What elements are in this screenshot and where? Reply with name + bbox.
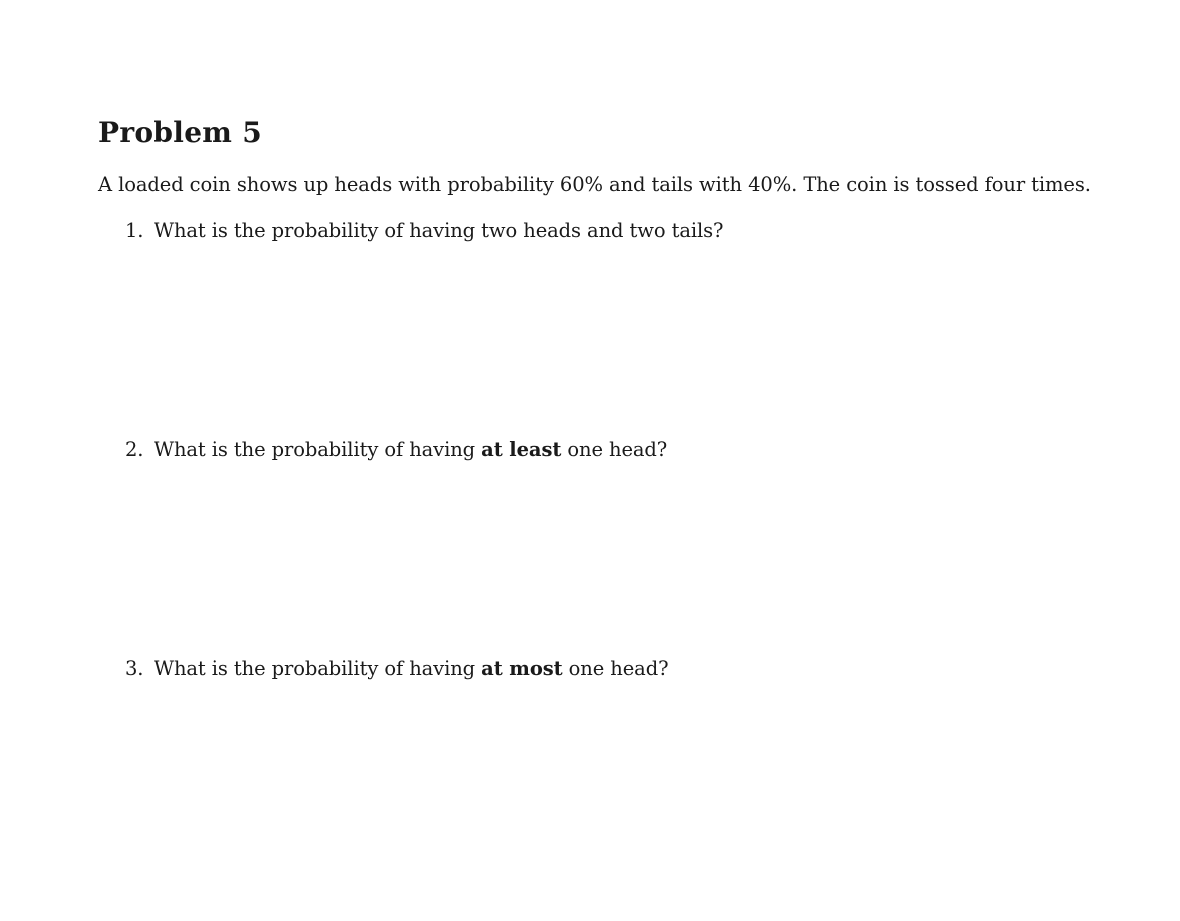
- question-number: 3.: [125, 657, 144, 680]
- question-text-end: one head?: [562, 657, 669, 680]
- question-3: [125, 657, 668, 680]
- problem-intro: A loaded coin shows up heads with probability 60% and tails with 40%. The coin is tossed four times.: [98, 173, 1091, 196]
- question-number: 1.: [125, 219, 144, 242]
- question-text: What is the probability of having two heads and two tails?: [154, 219, 724, 242]
- question-text: What is the probability of having: [154, 657, 482, 680]
- problem-title: Problem 5: [98, 116, 263, 149]
- question-text-end: one head?: [561, 438, 668, 461]
- question-text: What is the probability of having: [154, 438, 482, 461]
- question-number: 2.: [125, 438, 144, 461]
- question-emphasis: at least: [481, 438, 562, 461]
- question-1: [125, 219, 723, 242]
- question-2: [125, 438, 667, 461]
- question-emphasis: at most: [481, 657, 563, 680]
